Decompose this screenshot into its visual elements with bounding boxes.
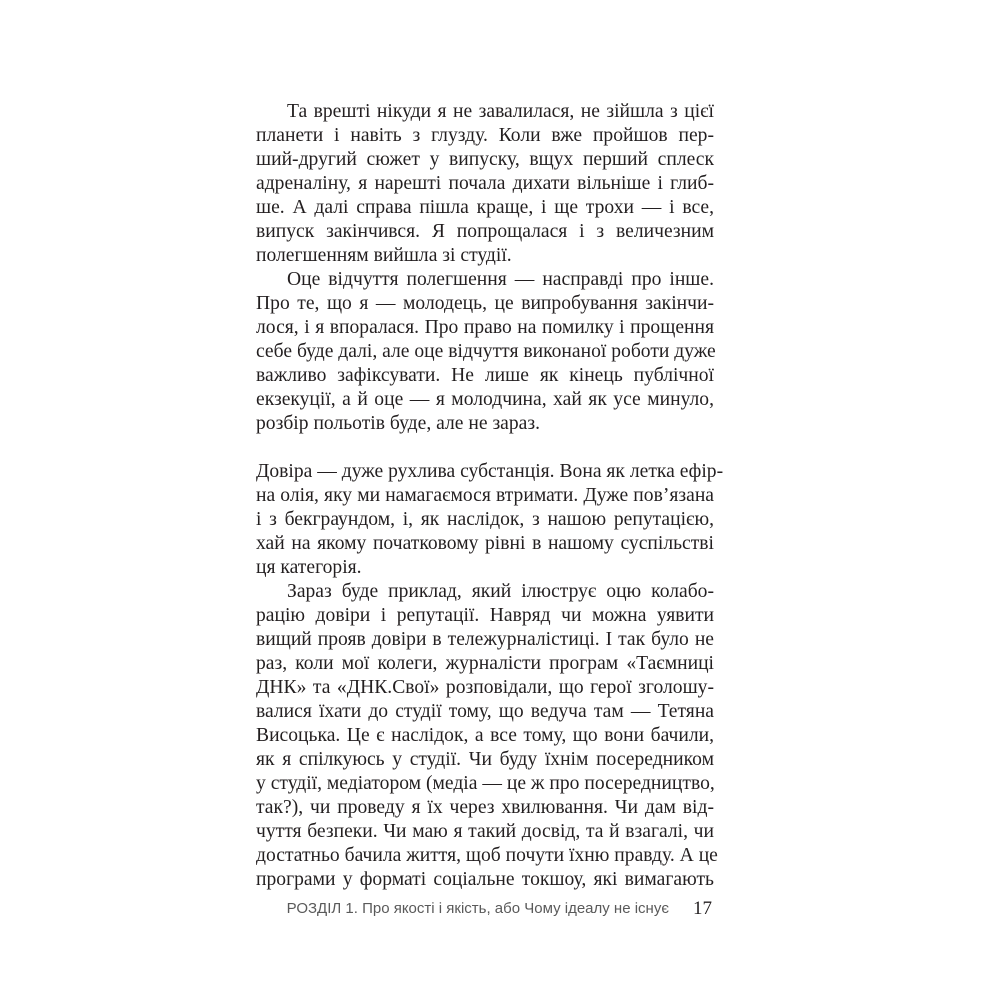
text-line: адреналіну, я нарешті почала дихати вільніше і глиб-: [256, 173, 714, 194]
text-line: ший-другий сюжет у випуску, вщух перший сплеск: [256, 149, 714, 170]
text-line: полегшенням вийшла зі студії.: [256, 245, 512, 266]
page-number: 17: [693, 898, 712, 919]
text-line: випуск закінчився. Я попрощалася і з величезним: [256, 221, 714, 242]
text-line: чуття безпеки. Чи маю я такий досвід, та й взагалі, чи: [256, 821, 714, 842]
text-line: Оце відчуття полегшення — насправді про інше.: [287, 269, 714, 290]
paragraph: [256, 268, 714, 436]
page-footer: [256, 898, 714, 920]
text-line: вищий прояв довіри в тележурналістиці. І так було не: [256, 629, 714, 650]
text-line: ця категорія.: [256, 557, 362, 578]
text-line: програми у форматі соціальне токшоу, які вимагають: [256, 869, 714, 890]
text-line: на олія, яку ми намагаємося втримати. Дуже пов’язана: [256, 485, 714, 506]
text-line: розбір польотів буде, але не зараз.: [256, 413, 541, 434]
text-line: достатньо бачила життя, щоб почути їхню правду. А це: [256, 845, 718, 866]
text-line: раз, коли мої колеги, журналісти програм «Таємниці: [256, 653, 714, 674]
section-break: [256, 436, 714, 460]
paragraph: [256, 100, 714, 268]
text-line: як я спілкуюсь у студії. Чи буду їхнім посередником: [256, 749, 714, 770]
text-line: Висоцька. Це є наслідок, а все тому, що вони бачили,: [256, 725, 714, 746]
text-line: ДНК» та «ДНК.Свої» розповідали, що герої зголошу-: [256, 677, 714, 698]
text-line: важливо зафіксувати. Не лише як кінець публічної: [256, 365, 714, 386]
text-line: лося, і я впоралася. Про право на помилку і прощення: [256, 317, 714, 338]
body-text: [256, 100, 724, 892]
text-line: і з бекграундом, і, як наслідок, з нашою репутацією,: [256, 509, 714, 530]
text-line: так?), чи проведу я їх через хвилювання. Чи дам від-: [256, 797, 714, 818]
text-line: рацію довіри і репутації. Навряд чи можна уявити: [256, 605, 714, 626]
text-line: Та врешті нікуди я не завалилася, не зійшла з цієї: [287, 101, 714, 122]
text-line: Довіра — дуже рухлива субстанція. Вона як летка ефір-: [256, 461, 724, 482]
text-line: у студії, медіатором (медіа — це ж про посередництво,: [256, 773, 715, 794]
paragraph: [256, 580, 718, 892]
text-line: Зараз буде приклад, який ілюструє оцю колабо-: [287, 581, 714, 602]
text-line: Про те, що я — молодець, це випробування закінчи-: [256, 293, 714, 314]
text-line: себе буде далі, але оце відчуття виконаної роботи дуже: [256, 341, 716, 362]
running-head: РОЗДІЛ 1. Про якості і якість, або Чому ідеалу не існує: [286, 900, 669, 917]
text-line: планети і навіть з глузду. Коли вже пройшов пер-: [256, 125, 714, 146]
text-line: валися їхати до студії тому, що ведуча там — Тетяна: [256, 701, 714, 722]
paragraph: [256, 460, 724, 580]
text-line: екзекуції, а й оце — я молодчина, хай як усе минуло,: [256, 389, 714, 410]
text-line: ше. А далі справа пішла краще, і ще трохи — і все,: [256, 197, 714, 218]
text-line: хай на якому початковому рівні в нашому суспільстві: [256, 533, 714, 554]
